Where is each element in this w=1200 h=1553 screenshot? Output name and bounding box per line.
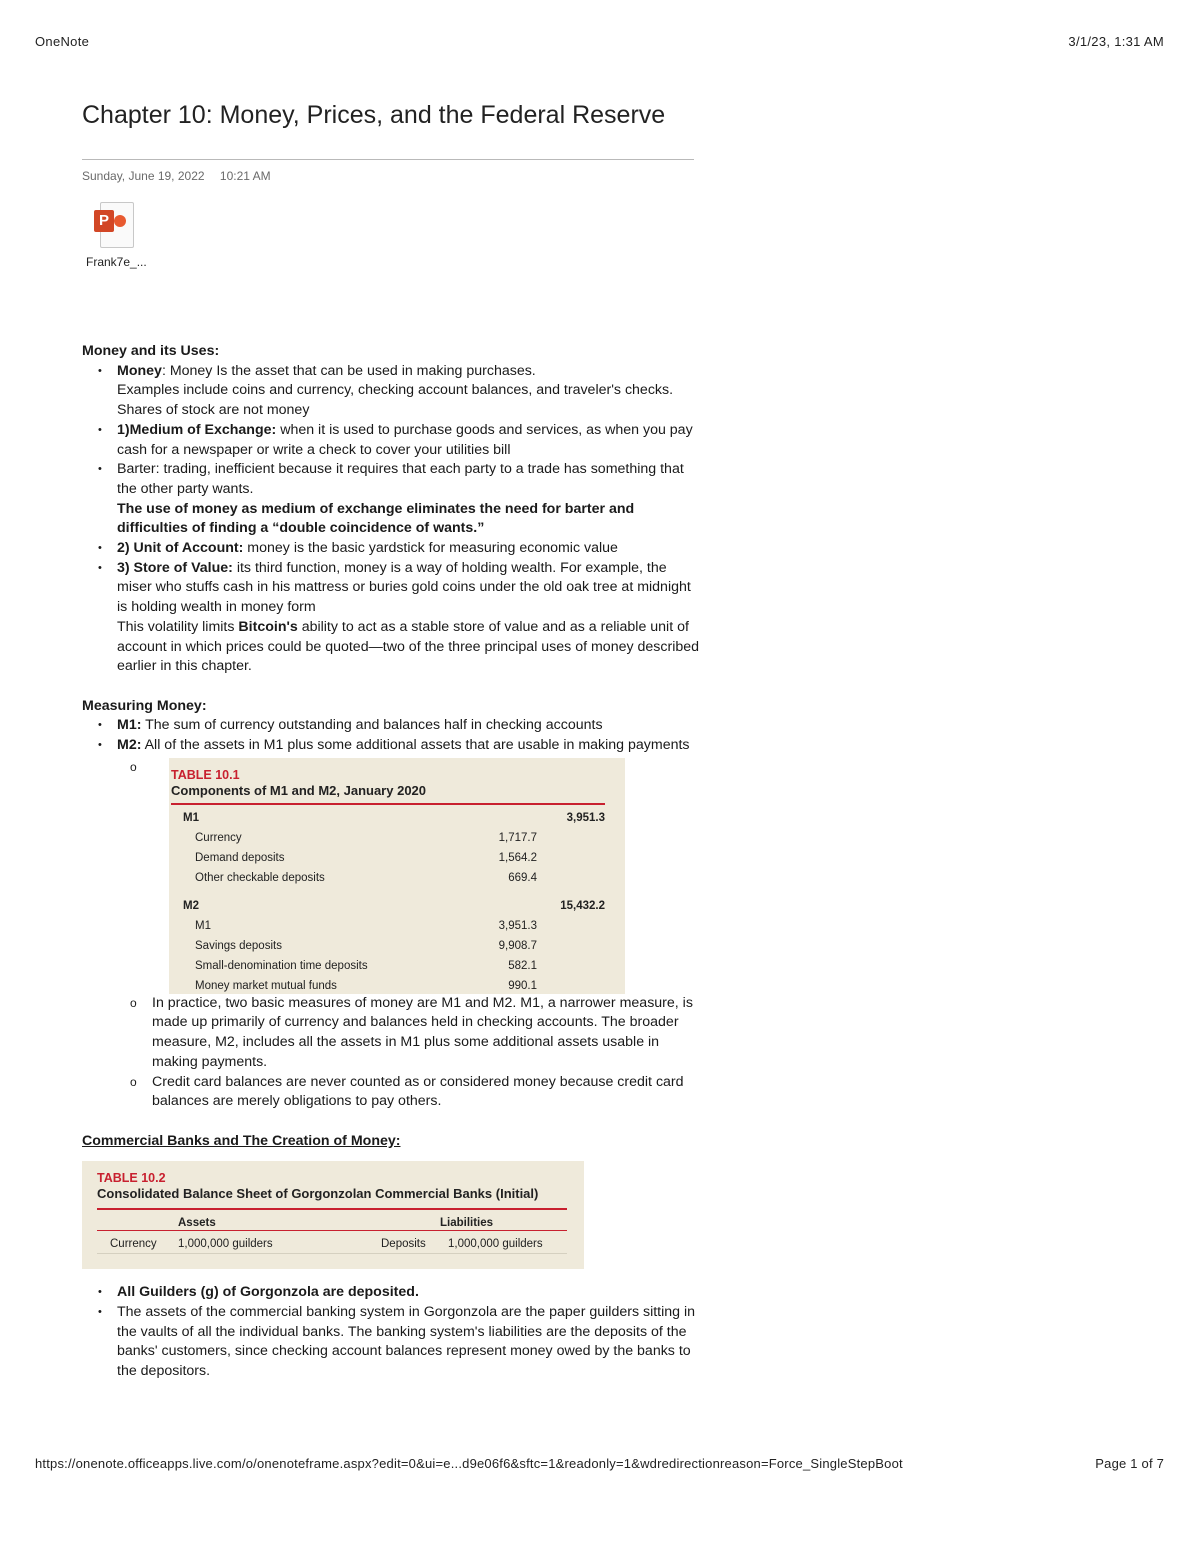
table-cell: Currency: [195, 831, 242, 844]
table-caption: TABLE 10.2: [97, 1171, 166, 1186]
note-content: [82, 342, 702, 1382]
table-cell: Small-denomination time deposits: [195, 959, 368, 972]
list-item: • All Guilders (g) of Gorgonzola are deposited.: [82, 1283, 702, 1303]
table-rule: [97, 1230, 567, 1231]
bullet-list: [82, 716, 702, 755]
m2-label: M2: [183, 899, 199, 912]
table-cell: 669.4: [508, 871, 537, 884]
table-cell: 990.1: [508, 979, 537, 992]
sub-list: [82, 758, 702, 1112]
m1-label: M1: [183, 811, 199, 824]
list-item: • M1: The sum of currency outstanding and balances half in checking accounts: [82, 716, 702, 736]
list-item: • 2) Unit of Account: money is the basic yardstick for measuring economic value: [82, 539, 702, 559]
page-date: Sunday, June 19, 2022: [82, 169, 205, 183]
bullet-list: [82, 362, 702, 677]
page-title: Chapter 10: Money, Prices, and the Federal Reserve: [82, 101, 666, 129]
table-cell: Other checkable deposits: [195, 871, 325, 884]
list-item: • M2: All of the assets in M1 plus some additional assets that are usable in making payments: [82, 736, 702, 756]
attachment-filename[interactable]: Frank7e_...: [86, 255, 147, 269]
table-rule: [97, 1253, 567, 1254]
table-cell: 3,951.3: [498, 919, 537, 932]
table-cell: 582.1: [508, 959, 537, 972]
m1-total: 3,951.3: [566, 811, 605, 824]
table-rule: [97, 1208, 567, 1210]
title-divider: [82, 159, 694, 160]
section-heading: Measuring Money:: [82, 697, 207, 714]
powerpoint-file-icon[interactable]: P: [92, 200, 132, 248]
list-item: • The assets of the commercial banking system in Gorgonzola are the paper guilders sitting in the vaults of all the individual banks. The banking system's liabilities are the deposits of the banks' customers, since checking account balances represent money owed by the banks to the depositors.: [82, 1303, 702, 1382]
page-time: 10:21 AM: [219, 169, 271, 183]
bullet-list: [82, 1283, 702, 1382]
table-cell: 9,908.7: [498, 939, 537, 952]
table-10-2: [82, 1161, 584, 1269]
table-cell: 1,000,000 guilders: [448, 1238, 543, 1251]
footer-url: https://onenote.officeapps.live.com/o/onenoteframe.aspx?edit=0&ui=e...d9e06f6&sftc=1&readonly=1&wdredirectionreason=Force_SingleStepBoot: [35, 1456, 903, 1471]
table-rule: [171, 803, 605, 805]
list-item: • 1)Medium of Exchange: when it is used to purchase goods and services, as when you pay cash for a newspaper or write a check to cover your utilities bill: [82, 421, 702, 460]
header-app-name: OneNote: [35, 34, 90, 49]
page-datetime: [82, 169, 271, 183]
section-heading: Commercial Banks and The Creation of Money:: [82, 1132, 401, 1149]
table-cell: M1: [195, 919, 211, 932]
list-item: • Barter: trading, inefficient because it requires that each party to a trade has something that the other party wants. The use of money as medium of exchange eliminates the need for barter and difficulties of finding a “double coincidence of wants.”: [82, 460, 702, 539]
table-caption: o TABLE 10.1: [171, 767, 240, 782]
assets-header: Assets: [178, 1217, 216, 1230]
list-item: o In practice, two basic measures of money are M1 and M2. M1, a narrower measure, is made up primarily of currency and balances held in checking accounts. The broader measure, M2, includes all the assets in M1 plus some additional assets usable in making payments.: [82, 994, 702, 1073]
file-attachment[interactable]: [86, 200, 150, 269]
table-cell: Deposits: [381, 1238, 426, 1251]
table-cell: 1,000,000 guilders: [178, 1238, 273, 1251]
list-item: • Money: Money Is the asset that can be used in making purchases. Examples include coins and currency, checking account balances, and traveler's checks. Shares of stock are not money: [82, 362, 702, 421]
table-10-1-item: [82, 758, 702, 994]
m2-total: 15,432.2: [560, 899, 605, 912]
table-10-1: [169, 758, 625, 994]
table-cell: 1,717.7: [498, 831, 537, 844]
table-cell: Savings deposits: [195, 939, 282, 952]
footer-page-number: Page 1 of 7: [1095, 1456, 1164, 1471]
liabilities-header: Liabilities: [440, 1217, 494, 1230]
table-cell: Money market mutual funds: [195, 979, 337, 992]
list-item: • 3) Store of Value: its third function, money is a way of holding wealth. For example, the miser who stuffs cash in his mattress or buries gold coins under the old oak tree at midnight is holding wealth in money form This volatility limits Bitcoin's ability to act as a stable store of value and as a reliable unit of account in which prices could be quoted—two of the three principal uses of money described earlier in this chapter.: [82, 559, 702, 677]
table-cell: Demand deposits: [195, 851, 285, 864]
table-title: Components of M1 and M2, January 2020: [171, 782, 427, 798]
list-item: o Credit card balances are never counted as or considered money because credit card balances are merely obligations to pay others.: [82, 1073, 702, 1112]
section-heading: Money and its Uses:: [82, 343, 220, 359]
header-datetime: 3/1/23, 1:31 AM: [1068, 34, 1164, 49]
table-cell: Currency: [110, 1238, 157, 1251]
table-title: Consolidated Balance Sheet of Gorgonzolan Commercial Banks (Initial): [97, 1186, 539, 1202]
table-cell: 1,564.2: [498, 851, 537, 864]
